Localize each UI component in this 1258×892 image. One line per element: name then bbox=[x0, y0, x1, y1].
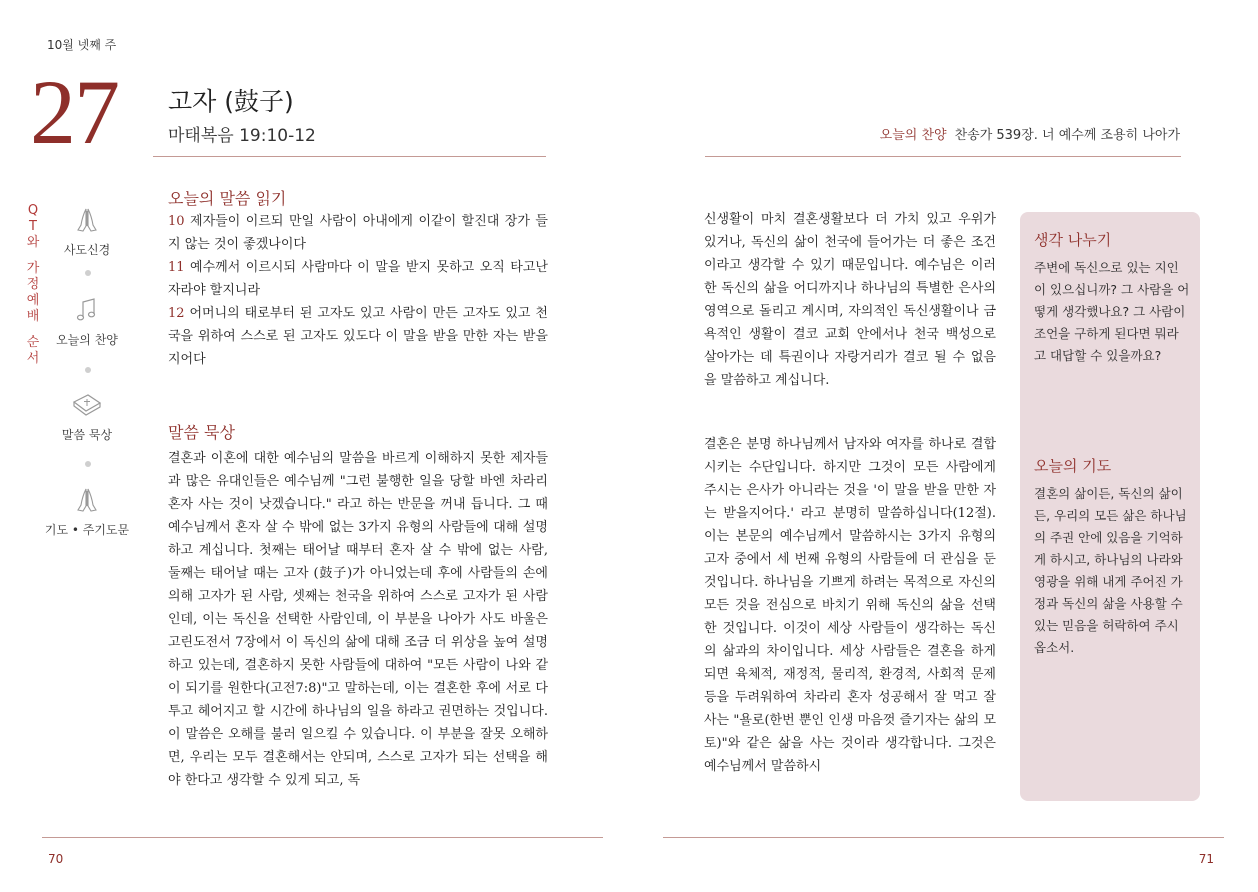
sidebar-dot bbox=[85, 270, 91, 276]
footer-divider-right bbox=[663, 837, 1224, 838]
hymn-divider bbox=[705, 156, 1181, 157]
bible-icon bbox=[70, 390, 104, 420]
praying-hands-icon bbox=[72, 205, 102, 235]
prayer-heading: 오늘의 기도 bbox=[1034, 457, 1112, 475]
praying-hands-icon bbox=[72, 485, 102, 515]
hymn-line bbox=[880, 124, 1180, 143]
prayer-text: 결혼의 삶이든, 독신의 삶이든, 우리의 모든 삶은 하나님의 주권 안에 있음을 기억하게 하시고, 하나님의 나라와 영광을 위해 내게 주어진 가정과 독신의 삶을 사용할 수 있는 믿음을 허락하여 주시옵소서. bbox=[1034, 486, 1187, 655]
sidebar-item-label: 기도 • 주기도문 bbox=[44, 523, 130, 537]
sidebar-item-label: 사도신경 bbox=[63, 243, 111, 257]
sidebar-item-hymn bbox=[32, 295, 142, 348]
meditation-text-right-p1: 신생활이 마치 결혼생활보다 더 가치 있고 우위가 있거나, 독신의 삶이 천국에 들어가는 더 좋은 조건이라고 생각할 수 있기 때문입니다. 예수님은 이러한 독신의 삶을 어디까지나 하나님의 특별한 은사의 영역으로 돌리고 계시며, 자의적인 독신생활이나 금욕적인 생활이 결코 교회 안에서나 천국 백성으로 살아가는 데 특권이나 자랑거리가 결코 될 수 없음을 말씀하고 계십니다. bbox=[704, 212, 996, 388]
meditation-text-right-p2: 결혼은 분명 하나님께서 남자와 여자를 하나로 결합시키는 수단입니다. 하지만 그것이 모든 사람에게 주시는 은사가 아니라는 것을 '이 말을 받을 만한 자는 받을지어다.' 라고 분명히 말씀하십니다(12절). 이는 본문의 예수님께서 말씀하시는 3가지 유형의 고자 중에서 세 번째 유형의 사람들에 더 관심을 둔 것입니다. 하나님을 기쁘게 하려는 목적으로 자신의 모든 것을 전심으로 바치기 위해 독신의 삶을 선택한 것입니다. 이것이 세상 사람들이 생각하는 독신의 삶과의 차이입니다. 세상 사람들은 결혼을 하게 되면 육체적, 재정적, 물리적, 환경적, 사회적 문제 등을 두려워하여 차라리 혼자 성공해서 잘 먹고 잘 사는 "욜로(한번 뿐인 인생 마음껏 즐기자는 삶의 모토)"와 같은 삶을 사는 것이라 생각합니다. 그것은 예수님께서 말씀하시 bbox=[704, 437, 996, 774]
title-divider bbox=[153, 156, 546, 157]
verse-number: 11 bbox=[168, 260, 185, 275]
hymn-text: 찬송가 539장. 너 예수께 조용히 나아가 bbox=[954, 128, 1180, 143]
sidebar-item-meditation bbox=[32, 390, 142, 443]
verse-text: 어머니의 태로부터 된 고자도 있고 사람이 만든 고자도 있고 천국을 위하여 스스로 된 고자도 있도다 이 말을 받을 만한 자는 받을지어다 bbox=[168, 306, 548, 367]
verse-number: 10 bbox=[168, 214, 185, 229]
day-number: 27 bbox=[30, 61, 118, 163]
sidebar-item-label: 오늘의 찬양 bbox=[56, 333, 118, 347]
verse-10 bbox=[168, 210, 548, 256]
verse-text: 제자들이 이르되 만일 사람이 아내에게 이같이 할진대 장가 들지 않는 것이 좋겠나이다 bbox=[168, 214, 548, 252]
sidebar-item-prayer bbox=[32, 485, 142, 538]
reading-verses bbox=[168, 210, 548, 371]
sidebar-item-label: 말씀 묵상 bbox=[61, 428, 113, 442]
share-heading: 생각 나누기 bbox=[1034, 231, 1112, 249]
reading-heading: 오늘의 말씀 읽기 bbox=[168, 189, 287, 208]
share-text: 주변에 독신으로 있는 지인이 있으십니까? 그 사람을 어떻게 생각했나요? 그 사람이 조언을 구하게 된다면 뭐라고 대답할 수 있을까요? bbox=[1034, 260, 1190, 363]
footer-divider-left bbox=[42, 837, 603, 838]
music-note-icon bbox=[72, 295, 102, 325]
qt-order-vertical-label: Q T 와 가 정 예 배 순 서 bbox=[26, 203, 40, 366]
sidebar-item-creed bbox=[32, 205, 142, 258]
verse-12 bbox=[168, 302, 548, 371]
verse-text: 예수께서 이르시되 사람마다 이 말을 받지 못하고 오직 타고난 자라야 할지니라 bbox=[168, 260, 548, 298]
page-title: 고자 (鼓子) bbox=[168, 87, 294, 116]
meditation-heading: 말씀 묵상 bbox=[168, 423, 235, 442]
hymn-label: 오늘의 찬양 bbox=[879, 128, 947, 143]
sidebar-dot bbox=[85, 461, 91, 467]
sidebar-dot bbox=[85, 367, 91, 373]
page-number-right: 71 bbox=[1198, 852, 1214, 866]
week-label: 10월 넷째 주 bbox=[47, 38, 117, 52]
meditation-text-left: 결혼과 이혼에 대한 예수님의 말씀을 바르게 이해하지 못한 제자들과 많은 유대인들은 예수님께 "그런 불행한 일을 당할 바엔 차라리 혼자 사는 것이 낫겠습니다." 라고 하는 반문을 꺼내 듭니다. 그 때 예수님께서 혼자 살 수 밖에 없는 3가지 유형의 사람들에 대해 설명하고 계십니다. 첫째는 태어날 때부터 혼자 살 수 밖에 없는 사람, 둘째는 태어날 때는 고자 (鼓子)가 아니었는데 후에 사람들의 손에 의해 고자가 된 사람, 셋째는 천국을 위하여 스스로 고자가 된 사람인데, 이는 독신을 선택한 사람인데, 이 부분을 나아가 사도 바울은 고린도전서 7장에서 이 독신의 삶에 대해 조금 더 위상을 높여 설명하고 있는데, 결혼하지 못한 사람들에 대하여 "모든 사람이 나와 같이 되기를 원한다(고전7:8)"고 말하는데, 이는 결혼한 후에 서로 다투고 헤어지고 할 시간에 하나님의 일을 하라고 권면하는 것입니다. 이 말씀은 오해를 불러 일으킬 수 있습니다. 이 부분을 잘못 오해하면, 우리는 모두 결혼해서는 안되며, 스스로 고자가 되는 선택을 해야 한다고 생각할 수 있게 되고, 독 bbox=[168, 451, 548, 788]
verse-11 bbox=[168, 256, 548, 302]
scripture-reference: 마태복음 19:10-12 bbox=[168, 126, 316, 146]
verse-number: 12 bbox=[168, 306, 185, 321]
page-number-left: 70 bbox=[48, 852, 64, 866]
